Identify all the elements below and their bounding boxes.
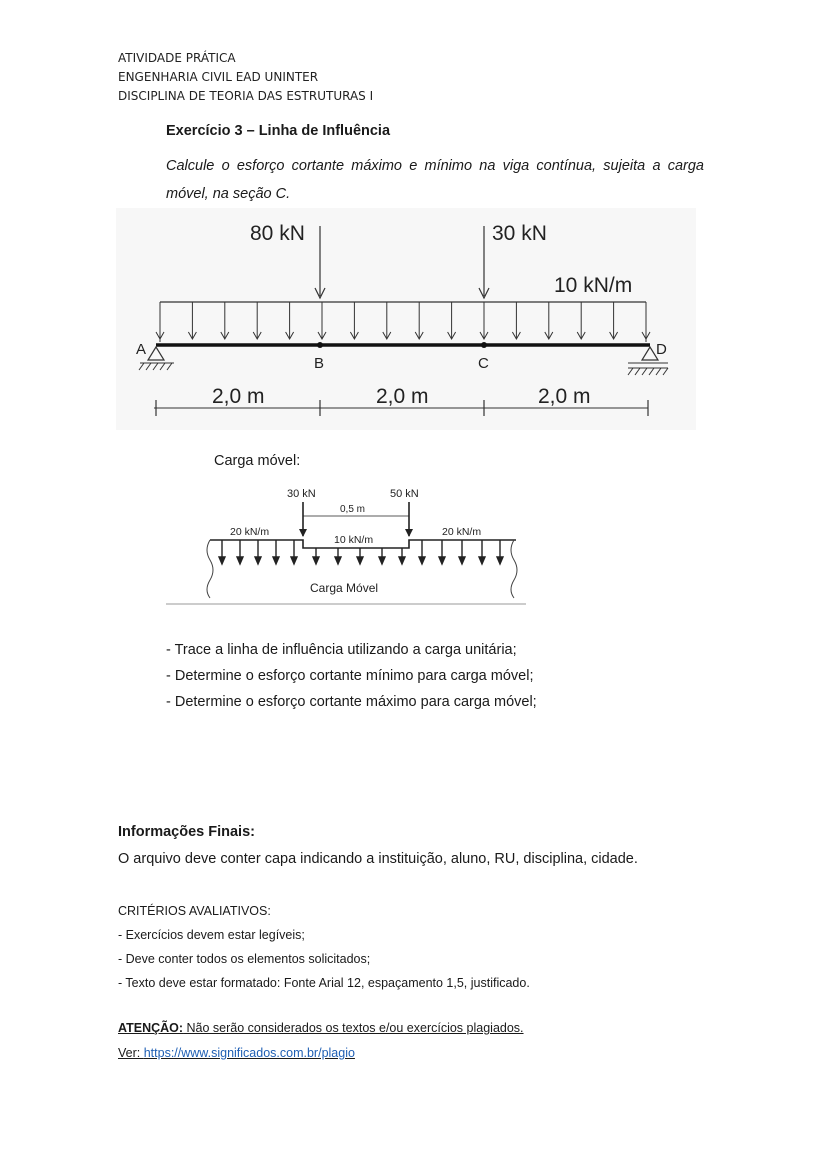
- moving-spacing-label: 0,5 m: [340, 504, 366, 515]
- reference-link[interactable]: https://www.significados.com.br/plagio: [143, 1046, 355, 1060]
- moving-q-right-label: 20 kN/m: [442, 526, 482, 538]
- task-item: - Determine o esforço cortante máximo para carga móvel;: [166, 694, 537, 710]
- header-line-3: DISCIPLINA DE TEORIA DAS ESTRUTURAS I: [118, 89, 374, 103]
- header-line-2: ENGENHARIA CIVIL EAD UNINTER: [118, 70, 319, 84]
- criteria-item: - Texto deve estar formatado: Fonte Arial 12, espaçamento 1,5, justificado.: [118, 976, 530, 990]
- moving-load-label: Carga móvel:: [214, 453, 301, 469]
- task-item: - Determine o esforço cortante mínimo para carga móvel;: [166, 668, 534, 684]
- moving-caption: Carga Móvel: [310, 581, 379, 595]
- task-item: - Trace a linha de influência utilizando a carga unitária;: [166, 642, 517, 658]
- load-80kn-label: 80 kN: [250, 222, 305, 245]
- final-info-heading: Informações Finais:: [118, 824, 255, 840]
- criteria-heading: CRITÉRIOS AVALIATIVOS:: [118, 904, 271, 918]
- distributed-load-label: 10 kN/m: [554, 274, 633, 297]
- warning-text: Não serão considerados os textos e/ou exercícios plagiados.: [183, 1021, 524, 1035]
- criteria-item: - Deve conter todos os elementos solicitados;: [118, 952, 371, 966]
- node-b-label: B: [314, 355, 325, 372]
- moving-q-mid-label: 10 kN/m: [334, 534, 374, 546]
- final-info-text: O arquivo deve conter capa indicando a instituição, aluno, RU, disciplina, cidade.: [118, 851, 638, 867]
- moving-load-diagram: [166, 482, 530, 610]
- warning-notice: [118, 1021, 524, 1035]
- moving-p2-label: 50 kN: [390, 488, 419, 500]
- warning-label: ATENÇÃO:: [118, 1021, 184, 1035]
- reference-prefix: Ver:: [118, 1046, 144, 1060]
- reference-line: [118, 1046, 355, 1060]
- span-bc-label: 2,0 m: [376, 385, 429, 408]
- beam-diagram: [116, 208, 696, 430]
- moving-p1-label: 30 kN: [287, 488, 316, 500]
- span-cd-label: 2,0 m: [538, 385, 591, 408]
- exercise-title: Exercício 3 – Linha de Influência: [166, 123, 391, 139]
- moving-q-left-label: 20 kN/m: [230, 526, 270, 538]
- node-d-label: D: [656, 341, 667, 358]
- header-line-1: ATIVIDADE PRÁTICA: [118, 51, 236, 65]
- node-a-label: A: [136, 341, 147, 358]
- node-c-label: C: [478, 355, 489, 372]
- exercise-statement: Calcule o esforço cortante máximo e mínimo na viga contínua, sujeita a carga móvel, na seção C.: [166, 158, 704, 202]
- span-ab-label: 2,0 m: [212, 385, 265, 408]
- load-30kn-label: 30 kN: [492, 222, 547, 245]
- criteria-item: - Exercícios devem estar legíveis;: [118, 928, 305, 942]
